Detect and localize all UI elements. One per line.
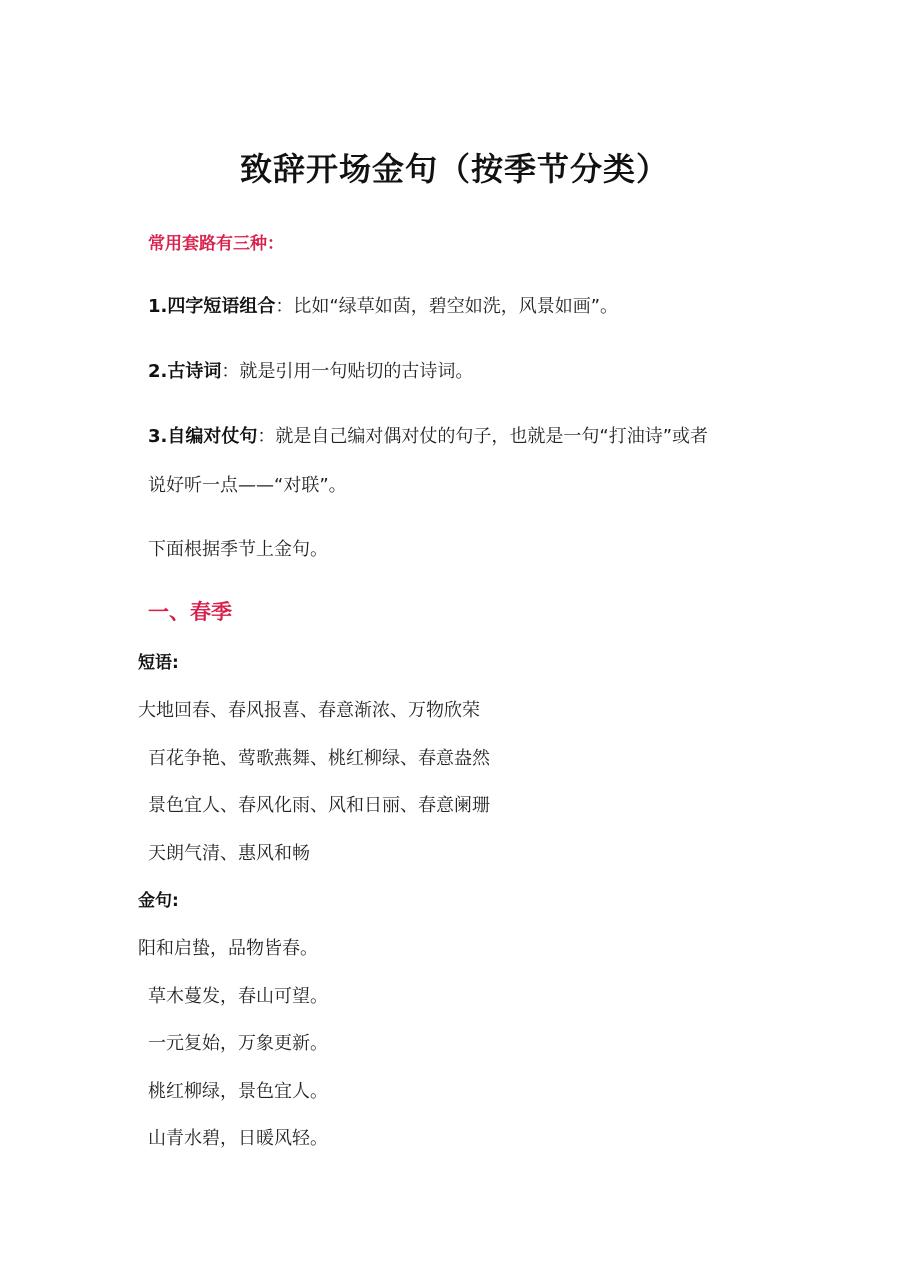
quote-line: 草木蔓发，春山可望。 bbox=[148, 986, 328, 1007]
intro-lead: 下面根据季节上金句。 bbox=[148, 539, 328, 560]
quotes-label: 金句: bbox=[138, 891, 179, 911]
intro-item-text: ：比如“绿草如茵，碧空如洗，风景如画”。 bbox=[275, 296, 619, 317]
quote-line: 阳和启蛰，品物皆春。 bbox=[138, 938, 318, 959]
quote-line: 桃红柳绿，景色宜人。 bbox=[148, 1081, 328, 1102]
intro-heading: 常用套路有三种： bbox=[148, 234, 284, 254]
intro-item-1 bbox=[148, 294, 618, 320]
intro-item-3-continuation: 说好听一点——“对联”。 bbox=[148, 475, 347, 496]
intro-item-label: 3.自编对仗句 bbox=[148, 426, 258, 447]
phrases-label: 短语: bbox=[138, 653, 179, 673]
intro-item-text: ：就是引用一句贴切的古诗词。 bbox=[221, 361, 474, 382]
phrase-line: 景色宜人、春风化雨、风和日丽、春意阑珊 bbox=[148, 795, 490, 816]
intro-item-text: ：就是自己编对偶对仗的句子，也就是一句“打油诗”或者 bbox=[257, 426, 709, 447]
phrase-line: 天朗气清、惠风和畅 bbox=[148, 843, 310, 864]
quote-line: 一元复始，万象更新。 bbox=[148, 1033, 328, 1054]
intro-item-label: 2.古诗词 bbox=[148, 361, 222, 382]
section-heading-spring: 一、春季 bbox=[148, 600, 232, 624]
intro-item-3 bbox=[148, 424, 708, 450]
phrase-line: 大地回春、春风报喜、春意渐浓、万物欣荣 bbox=[138, 700, 480, 721]
quote-line: 山青水碧，日暖风轻。 bbox=[148, 1128, 328, 1149]
page-title: 致辞开场金句（按季节分类） bbox=[239, 150, 669, 188]
phrase-line: 百花争艳、莺歌燕舞、桃红柳绿、春意盎然 bbox=[148, 748, 490, 769]
intro-item-2 bbox=[148, 359, 473, 385]
intro-item-label: 1.四字短语组合 bbox=[148, 296, 276, 317]
